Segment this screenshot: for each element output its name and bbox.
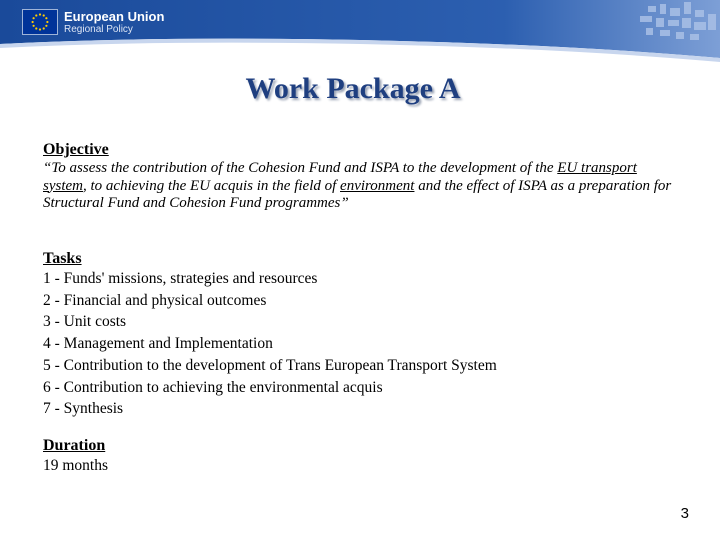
page-number: 3 [680,505,689,522]
objective-text-part: “To assess the contribution of the Cohesion Fund and ISPA to the development of the [43,160,558,176]
objective-text-part: and the effect of ISPA as a preparation for Structural Fund and Cohesion Fund programmes” [43,177,672,211]
duration-value: 19 months [43,457,109,474]
objective-underlined-term: environment [340,177,415,194]
task-item: 5 - Contribution to the development of Trans European Transport System [43,356,497,374]
eu-flag-icon [22,9,58,35]
duration-section [43,437,108,477]
brand-subtitle: Regional Policy [64,24,133,35]
brand-text [64,10,164,36]
tasks-heading: Tasks [43,250,82,267]
slide-title: Work Package A [245,72,461,105]
objective-text-part: , to achieving the EU acquis in the field of [83,177,341,194]
objective-underlined-term: EU transport system [43,160,637,194]
objective-text [43,160,683,213]
objective-heading: Objective [43,141,109,158]
task-item: 2 - Financial and physical outcomes [43,291,267,309]
task-item: 7 - Synthesis [43,400,124,418]
task-item: 3 - Unit costs [43,313,127,331]
tasks-section [43,250,497,420]
objective-section [43,141,683,213]
header-band [0,0,720,64]
task-item: 1 - Funds' missions, strategies and resources [43,270,318,287]
duration-heading: Duration [43,437,106,454]
task-item: 4 - Management and Implementation [43,335,273,353]
brand-name: European Union [64,9,165,24]
task-item: 6 - Contribution to achieving the environmental acquis [43,378,383,396]
